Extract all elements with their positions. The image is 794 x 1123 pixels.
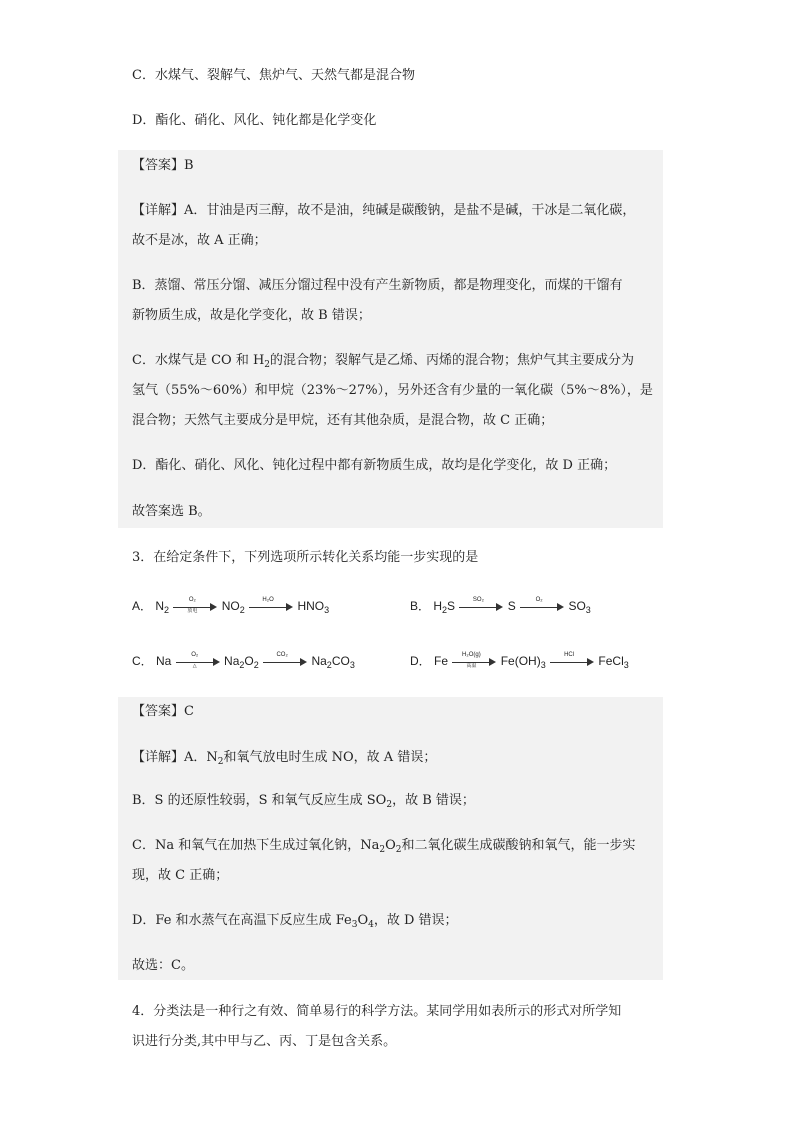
arrow-shaft [263,662,301,663]
arrow-condition: 放电 [187,607,198,614]
arrow-head [496,603,503,611]
subscript: 2 [395,845,402,855]
text-run: O [385,838,396,853]
option-d-text: D．酯化、硝化、风化、钝化都是化学变化 [132,113,377,128]
subscript: 2 [164,605,170,615]
subscript: 4 [368,920,374,930]
subscript: 3 [351,920,358,930]
arrow-condition: O₂ [191,651,199,658]
text-run: ，故 D 错误； [373,913,458,928]
subscript: 2 [379,845,386,855]
explanation-line: 故答案选 B。 [132,504,211,519]
question-3: 3．在给定条件下，下列选项所示转化关系均能一步实现的是 [132,550,479,565]
arrow-condition: O₂ [188,596,196,603]
arrow-condition: H₂O [262,596,274,603]
arrow-condition: △ [192,662,197,669]
subscript: 3 [540,660,546,670]
option-d-equation [410,651,629,675]
subscript: 2 [442,605,448,615]
text-run: 和二氧化碳生成碳酸钠和氧气，能一步实 [401,838,636,853]
explanation-line [132,836,636,860]
text-run: B．S 的还原性较弱，S 和氧气反应生成 SO [132,793,387,808]
question-4-line: 4．分类法是一种行之有效、简单易行的科学方法。某同学用如表所示的形式对所学知 [132,1004,622,1019]
arrow-head [213,658,220,666]
arrow-head [300,658,307,666]
species: Fe(OH) [500,654,541,668]
subscript: 2 [239,660,245,670]
subscript: 3 [324,605,330,615]
reaction-arrow [176,651,220,669]
option-a-equation [132,596,329,620]
species: HNO [297,599,325,613]
subscript: 2 [386,800,393,810]
explanation-line [132,911,458,935]
arrow-condition: CO₂ [276,651,288,658]
reaction-arrow [459,596,503,614]
reaction-arrow [452,651,496,669]
arrow-condition: H₂O(g) [462,651,481,658]
explanation-line [132,748,436,772]
species: Na [224,654,240,668]
option-label: C． [132,654,153,668]
subscript: 2 [264,360,271,370]
arrow-shaft [459,607,497,608]
arrow-head [587,658,594,666]
arrow-condition: 高温 [466,662,477,669]
arrow-head [210,603,217,611]
text-run: O [357,913,369,928]
reaction-arrow [249,596,293,614]
subscript: 3 [585,605,591,615]
subscript: 2 [239,605,245,615]
species: Na [156,654,172,668]
explanation-line: 【详解】A．甘油是丙三醇，故不是油，纯碱是碳酸钠，是盐不是碱，干冰是二氧化碳， [132,203,636,218]
reaction-arrow [550,651,594,669]
text-run: 的混合物；裂解气是乙烯、丙烯的混合物；焦炉气其主要成分为 [270,353,635,368]
text-run: C．水煤气是 CO 和 H [132,353,265,368]
species: S [507,599,516,613]
arrow-shaft [520,607,558,608]
species: NO [221,599,240,613]
explanation-line: 氢气（55%～60%）和甲烷（23%～27%），另外还含有少量的一氧化碳（5%～8%），是 [132,383,653,398]
explanation-line: 故不是冰，故 A 正确； [132,233,267,248]
option-label: D． [410,654,431,668]
text-run: 【详解】A．N [132,750,218,765]
explanation-line [132,351,634,375]
reaction-arrow [520,596,564,614]
species: O [244,654,254,668]
species: SO [568,599,586,613]
species: Na [311,654,327,668]
explanation-line: 新物质生成，故是化学变化，故 B 错误； [132,308,371,323]
subscript: 3 [349,660,355,670]
subscript: 2 [253,660,259,670]
explanation-line: 故选：C。 [132,958,194,973]
text-run: C．Na 和氧气在加热下生成过氧化钠，Na [132,838,380,853]
option-b-equation [410,596,591,620]
arrow-head [286,603,293,611]
reaction-arrow [173,596,217,614]
arrow-shaft [249,607,287,608]
text-run: D．Fe 和水蒸气在高温下反应生成 Fe [132,913,352,928]
subscript: 2 [217,757,224,767]
explanation-line: D．酯化、硝化、风化、钝化过程中都有新物质生成，故均是化学变化，故 D 正确； [132,458,617,473]
explanation-line: 现，故 C 正确； [132,868,229,883]
answer-label-q2: 【答案】B [132,158,194,173]
species: S [447,599,456,613]
option-label: A． [132,599,153,613]
question-4-line: 识进行分类,其中甲与乙、丙、丁是包含关系。 [132,1034,397,1049]
arrow-head [489,658,496,666]
answer-label-q3: 【答案】C [132,704,194,719]
explanation-line: B．蒸馏、常压分馏、减压分馏过程中没有产生新物质，都是物理变化，而煤的干馏有 [132,278,623,293]
explanation-line [132,791,475,815]
species: N [155,599,165,613]
explanation-line: 混合物；天然气主要成分是甲烷，还有其他杂质，是混合物，故 C 正确； [132,413,554,428]
subscript: 2 [326,660,332,670]
species: Fe [434,654,449,668]
arrow-condition: O₂ [535,596,543,603]
text-run: 和氧气放电时生成 NO，故 A 错误； [223,750,437,765]
species: CO [331,654,350,668]
arrow-condition: SO₂ [472,596,484,603]
arrow-condition: HCl [564,651,575,658]
subscript: 3 [623,660,629,670]
arrow-head [557,603,564,611]
text-run: ，故 B 错误； [392,793,475,808]
arrow-shaft [550,662,588,663]
reaction-arrow [263,651,307,669]
option-c-text: C．水煤气、裂解气、焦炉气、天然气都是混合物 [132,68,415,83]
species: FeCl [598,654,624,668]
option-c-equation [132,651,355,675]
species: H [433,599,443,613]
option-label: B． [410,599,431,613]
